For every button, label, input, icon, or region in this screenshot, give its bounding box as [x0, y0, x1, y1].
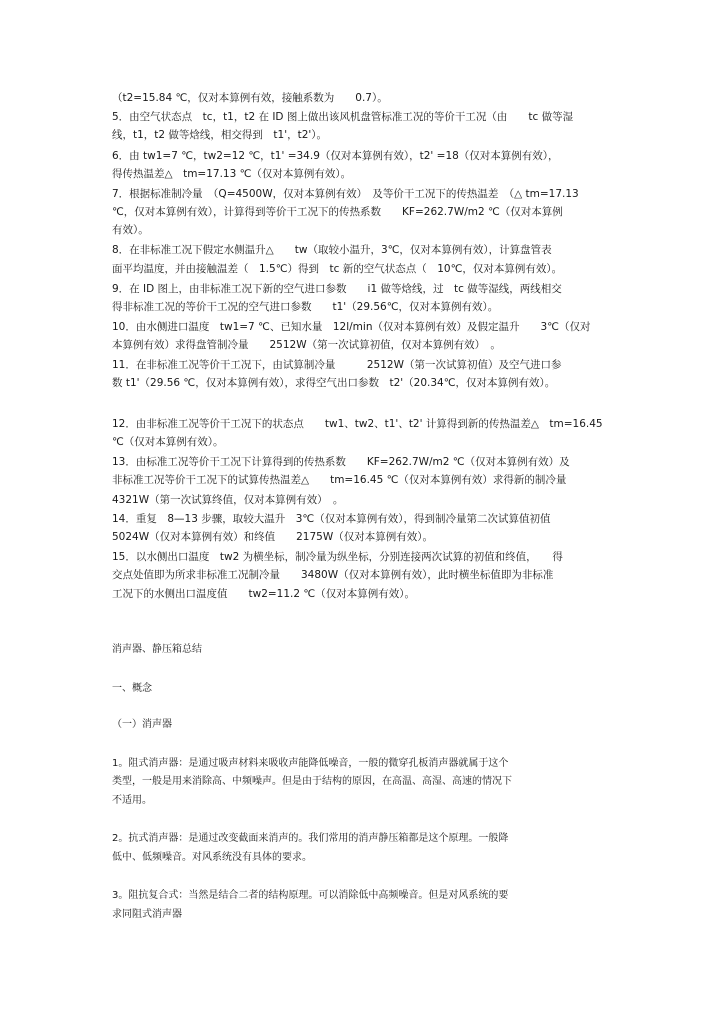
text-line: 1。阻式消声器：是通过吸声材料来吸收声能降低噪音，一般的微穿孔板消声器就属于这个: [112, 758, 509, 769]
text-line: 3。阻抗复合式：当然是结合二者的结构原理。可以消除低中高频噪音。但是对风系统的要: [112, 890, 509, 901]
text-line: 5024W（仅对本算例有效）和终值 2175W（仅对本算例有效）。: [112, 531, 433, 543]
text-line: 低中、低频噪音。对风系统没有具体的要求。: [112, 852, 312, 863]
text-line: 不适用。: [112, 795, 152, 806]
text-line: 11．在非标准工况等价干工况下，由试算制冷量 2512W（第一次试算初值）及空气进口参: [112, 359, 562, 371]
text-line: 10．由水侧进口温度 tw1=7 ℃、已知水量 12l/min（仅对本算例有效）及假定温升 3℃（仅对: [112, 321, 591, 333]
subheading: （一）消声器: [112, 719, 172, 730]
text-line: 得传热温差△ tm=17.13 ℃（仅对本算例有效）。: [112, 168, 352, 180]
text-line: 4321W（第一次试算终值，仅对本算例有效） 。: [112, 494, 344, 506]
text-line: 工况下的水侧出口温度值 tw2=11.2 ℃（仅对本算例有效）。: [112, 588, 415, 600]
text-line: 7．根据标准制冷量 （Q=4500W，仅对本算例有效） 及等价干工况下的传热温差 （△ tm=17.13: [112, 188, 579, 200]
text-line: 14．重复 8—13 步骤，取较大温升 3℃（仅对本算例有效），得到制冷量第二次试算值初值: [112, 513, 551, 525]
text-line: 12．由非标准工况等价干工况下的状态点 tw1、tw2、t1'、t2' 计算得到新的传热温差△ tm=16.45: [112, 418, 603, 430]
text-line: ℃（仅对本算例有效）。: [112, 436, 224, 448]
text-line: 本算例有效）求得盘管制冷量 2512W（第一次试算初值，仅对本算例有效） 。: [112, 339, 501, 351]
text-line: 5．由空气状态点 tc，t1，t2 在 ID 图上做出该风机盘管标准工况的等价干工况（由 tc 做等湿: [112, 111, 574, 123]
text-line: 15．以水侧出口温度 tw2 为横坐标，制冷量为纵坐标，分别连接两次试算的初值和终值， 得: [112, 551, 563, 563]
text-line: 得非标准工况的等价干工况的空气进口参数 t1'（29.56℃，仅对本算例有效）。: [112, 301, 499, 313]
text-line: ℃，仅对本算例有效），计算得到等价干工况下的传热系数 KF=262.7W/m2 ℃（仅对本算例: [112, 206, 563, 218]
text-line: 数 t1'（29.56 ℃，仅对本算例有效），求得空气出口参数 t2'（20.34℃，仅对本算例有效）。: [112, 377, 556, 389]
section-title: 消声器、静压箱总结: [112, 644, 202, 655]
text-line: 13．由标准工况等价干工况下计算得到的传热系数 KF=262.7W/m2 ℃（仅对本算例有效）及: [112, 456, 570, 468]
text-line: 面平均温度，并由接触温差（ 1.5℃）得到 tc 新的空气状态点（ 10℃，仅对本算例有效）。: [112, 263, 563, 275]
text-line: 9．在 ID 图上，由非标准工况下新的空气进口参数 i1 做等焓线，过 tc 做等湿线，两线相交: [112, 283, 562, 295]
text-line: 交点处值即为所求非标准工况制冷量 3480W（仅对本算例有效），此时横坐标值即为非标准: [112, 569, 554, 581]
text-line: 线，t1，t2 做等焓线，相交得到 t1'，t2'）。: [112, 129, 328, 141]
text-line: 非标准工况等价干工况下的试算传热温差△ tm=16.45 ℃（仅对本算例有效）求得新的制冷量: [112, 474, 567, 486]
text-line: 6．由 tw1=7 ℃，tw2=12 ℃，t1' =34.9（仅对本算例有效），t2' =18（仅对本算例有效），: [112, 150, 559, 162]
text-line: 2。抗式消声器：是通过改变截面来消声的。我们常用的消声静压箱都是这个原理。一般降: [112, 833, 509, 844]
text-line: 有效）。: [112, 224, 149, 236]
text-line: （t2=15.84 ℃，仅对本算例有效，接触系数为 0.7）。: [112, 92, 388, 104]
heading: 一、概念: [112, 683, 152, 694]
text-line: 8．在非标准工况下假定水侧温升△ tw（取较小温升，3℃，仅对本算例有效），计算盘管表: [112, 244, 552, 256]
text-line: 类型，一般是用来消除高、中频噪声。但是由于结构的原因，在高温、高湿、高速的情况下: [112, 776, 512, 787]
text-line: 求同阻式消声器: [112, 909, 182, 920]
